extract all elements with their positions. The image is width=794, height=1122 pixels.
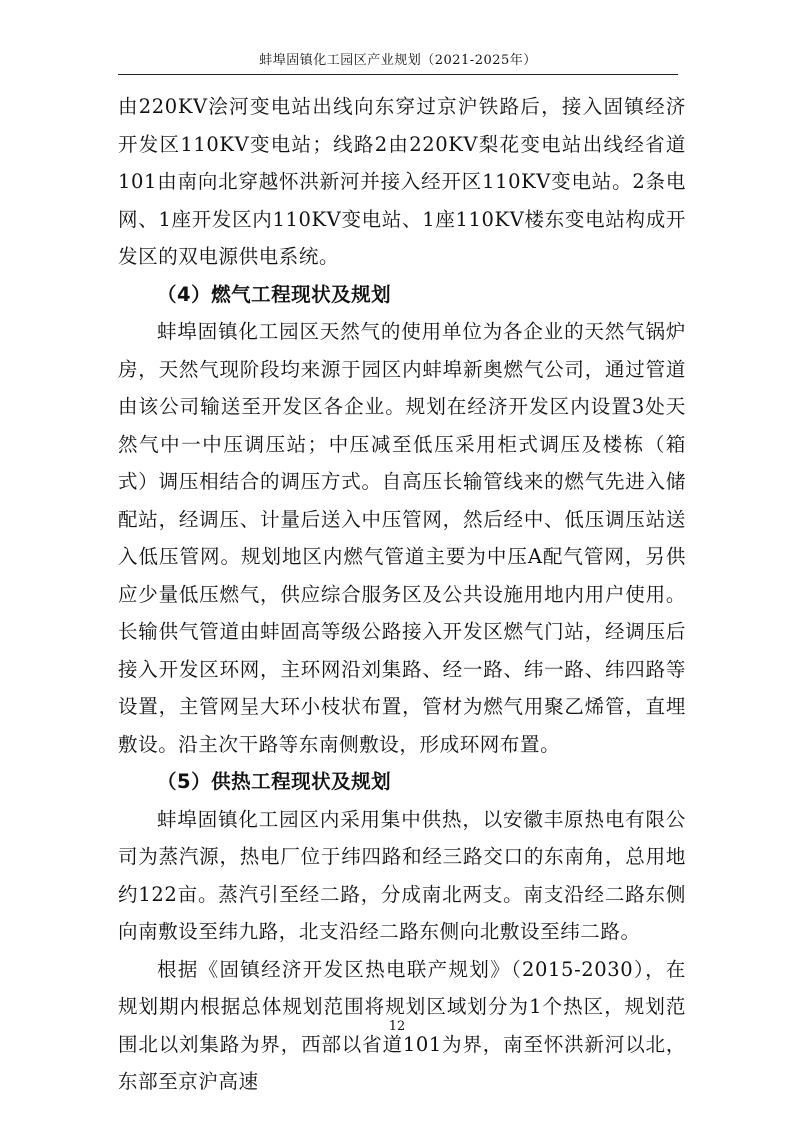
document-body — [118, 88, 686, 1101]
page-number: 12 — [388, 1019, 406, 1034]
page-header: 蚌埠固镇化工园区产业规划（2021-2025年） — [118, 50, 678, 75]
section-heading-heat: （5）供热工程现状及规划 — [157, 770, 392, 793]
section-heading-gas: （4）燃气工程现状及规划 — [157, 282, 392, 306]
paragraph-gas-engineering: 蚌埠固镇化工园区天然气的使用单位为各企业的天然气锅炉房，天然气现阶段均来源于园区内蚌埠新奥燃气公司，通过管道由该公司输送至开发区各企业。规划在经济开发区内设置3处天然气中一中压调压站；中压减至低压采用柜式调压及楼栋（箱式）调压相结合的调压方式。自高压长输管线来的燃气先进入储配站，经调压、计量后送入中压管网，然后经中、低压调压站送入低压管网。规划地区内燃气管道主要为中压A配气管网，另供应少量低压燃气，供应综合服务区及公共设施用地内用户使用。长输供气管道由蚌固高等级公路接入开发区燃气门站，经调压后接入开发区环网，主环网沿刘集路、经一路、纬一路、纬四路等设置，主管网呈大环小枝状布置，管材为燃气用聚乙烯管，直埋敷设。沿主次干路等东南侧敷设，形成环网布置。 — [118, 320, 686, 756]
paragraph-heat-plan: 根据《固镇经济开发区热电联产规划》（2015-2030），在规划期内根据总体规划范围将规划区域划分为1个热区，规划范围北以刘集路为界，西部以省道101为界，南至怀洪新河以北，东部至京沪高速 — [118, 957, 686, 1093]
paragraph-heat-supply: 蚌埠固镇化工园区内采用集中供热，以安徽丰原热电有限公司为蒸汽源，热电厂位于纬四路和经三路交口的东南角，总用地约122亩。蒸汽引至经二路，分成南北两支。南支沿经二路东侧向南敷设至纬九路，北支沿经二路东侧向北敷设至纬二路。 — [118, 807, 686, 943]
paragraph-power-supply: 由220KV浍河变电站出线向东穿过京沪铁路后，接入固镇经济开发区110KV变电站；线路2由220KV梨花变电站出线经省道101由南向北穿越怀洪新河并接入经开区110KV变电站。2条电网、1座开发区内110KV变电站、1座110KV楼东变电站构成开发区的双电源供电系统。 — [118, 95, 686, 268]
